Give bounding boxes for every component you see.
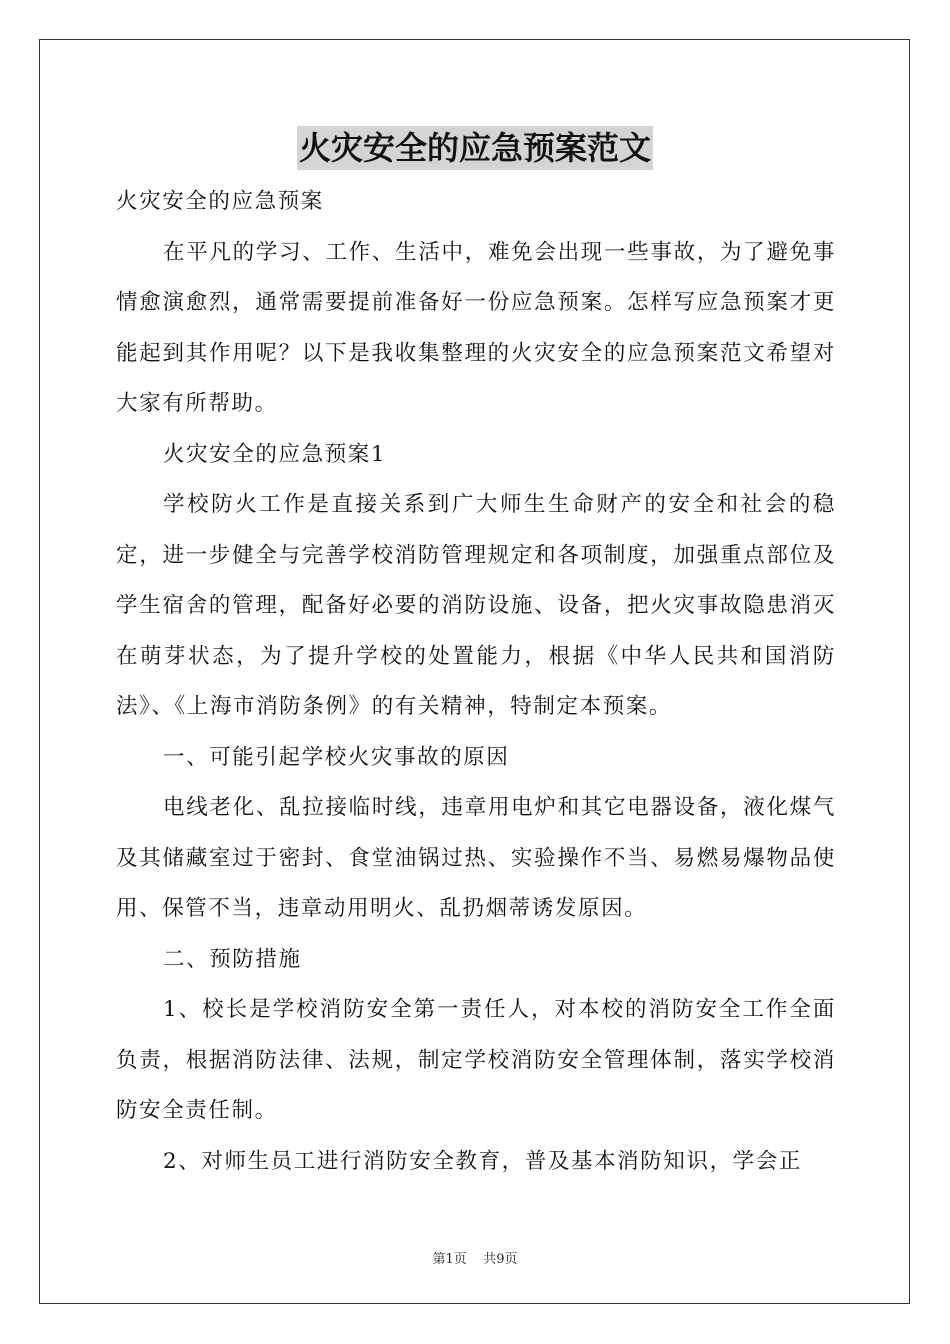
- list-item: 1、校长是学校消防安全第一责任人，对本校的消防安全工作全面负责，根据消防法律、法规，制定学校消防安全管理体制，落实学校消防安全责任制。: [116, 997, 836, 1123]
- intro-paragraph: 在平凡的学习、工作、生活中，难免会出现一些事故，为了避免事情愈演愈烈，通常需要提前准备好一份应急预案。怎样写应急预案才更能起到其作用呢？以下是我收集整理的火灾安全的应急预案范文希望对大家有所帮助。: [116, 239, 836, 416]
- section-heading-prevention: 二、预防措施: [163, 946, 302, 972]
- page-number-label: 第1页 共9页: [432, 1252, 518, 1267]
- document-body: [116, 177, 836, 1187]
- list-item: 2、对师生员工进行消防安全教育，普及基本消防知识，学会正: [163, 1148, 802, 1174]
- section-heading-plan-1: 火灾安全的应急预案1: [163, 441, 387, 467]
- document-title: 火灾安全的应急预案范文: [297, 126, 653, 170]
- page-number-footer: [0, 1248, 950, 1267]
- section-heading-causes: 一、可能引起学校火灾事故的原因: [163, 744, 510, 770]
- body-paragraph: 电线老化、乱拉接临时线，违章用电炉和其它电器设备，液化煤气及其储藏室过于密封、食堂油锅过热、实验操作不当、易燃易爆物品使用、保管不当，违章动用明火、乱扔烟蒂诱发原因。: [116, 795, 836, 921]
- subtitle-line: 火灾安全的应急预案: [116, 189, 324, 214]
- body-paragraph: 学校防火工作是直接关系到广大师生生命财产的安全和社会的稳定，进一步健全与完善学校消防管理规定和各项制度，加强重点部位及学生宿舍的管理，配备好必要的消防设施、设备，把火灾事故隐患消灭在萌芽状态，为了提升学校的处置能力，根据《中华人民共和国消防法》、《上海市消防条例》的有关精神，特制定本预案。: [116, 492, 836, 719]
- title-area: [0, 126, 950, 170]
